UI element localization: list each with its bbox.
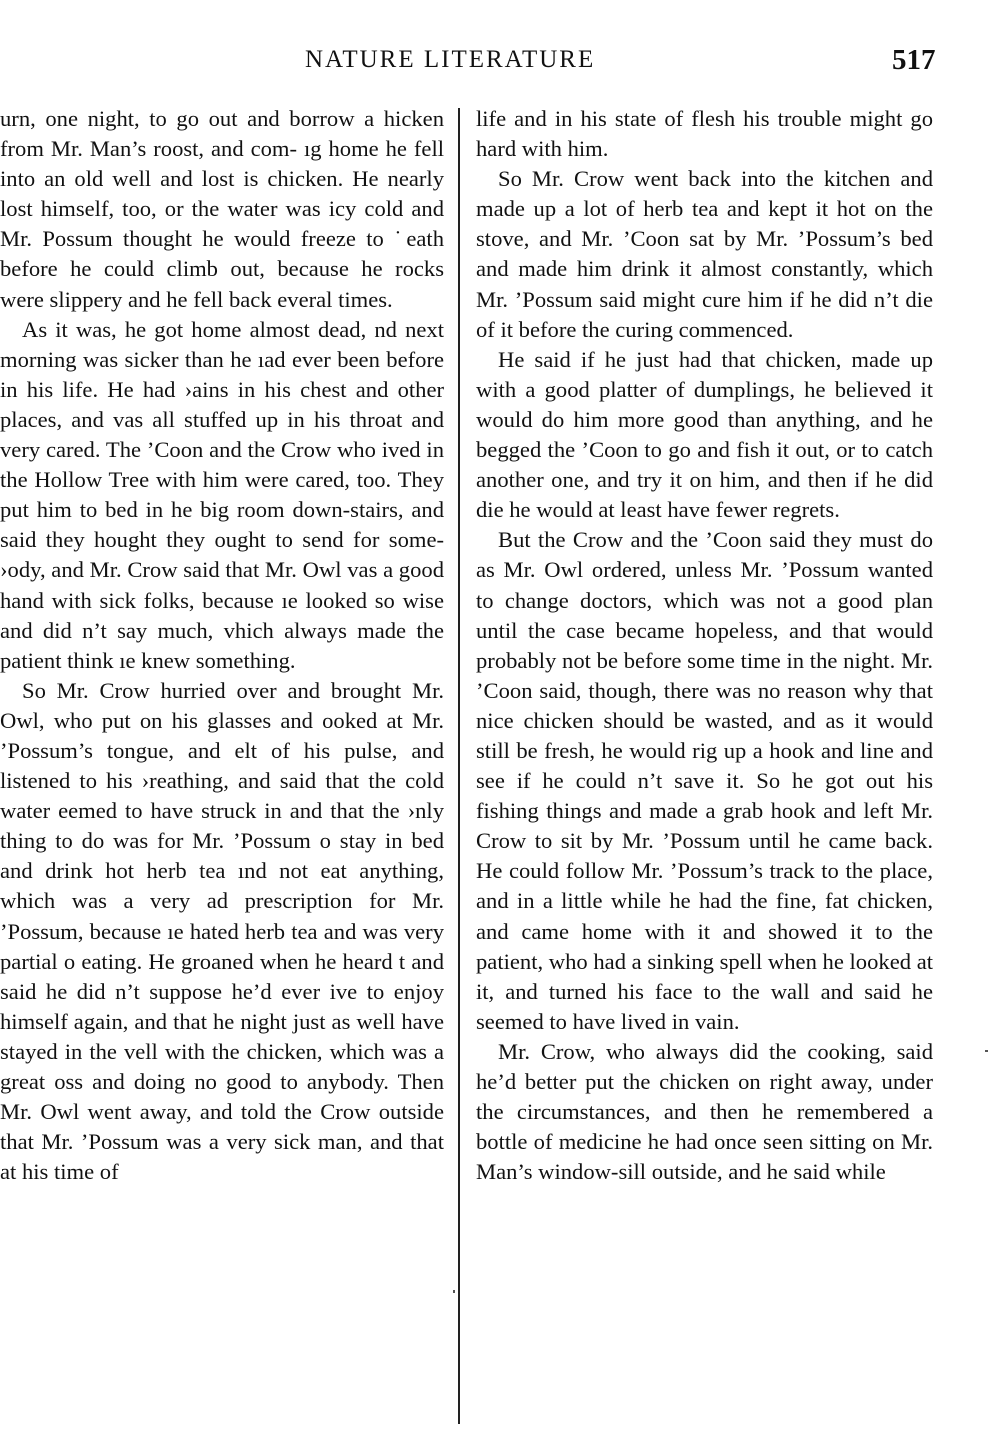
scan-speck <box>453 1290 455 1293</box>
scan-speck <box>985 1050 988 1052</box>
running-title: NATURE LITERATURE <box>305 46 596 73</box>
left-paragraph-1: urn, one night, to go out and borrow a hicken from Mr. Man’s roost, and com- ıg home he fell into an old well and lost is chicken. He nearly lost himself, too, or the water was icy cold and Mr. Possum thought he would freeze to ˙eath before he could climb out, because he rocks were slippery and he fell back everal times. <box>0 106 444 312</box>
right-paragraph-5: Mr. Crow, who always did the cooking, said he’d better put the chicken on right away, under the circumstances, and then he remembered a bottle of medicine he had once seen sitting on Mr. Man’s window-sill outside, and he said while <box>476 1038 933 1185</box>
right-paragraph-3: He said if he just had that chicken, made up with a good platter of dumplings, he believed it would do him more good than anything, and he begged the ’Coon to go and fish it out, or to catch another one, and try it on him, and then if he did die he would at least have fewer regrets. <box>476 346 933 523</box>
page-number: 517 <box>892 44 936 76</box>
right-paragraph-2: So Mr. Crow went back into the kitchen and made up a lot of herb tea and kept it hot on the stove, and Mr. ’Coon sat by Mr. ’Possum’s bed and made him drink it almost constantly, which Mr. ’Possum said might cure him if he did n’t die of it before the curing commenced. <box>476 166 933 342</box>
column-divider <box>458 108 460 1424</box>
right-column <box>476 104 933 1187</box>
right-paragraph-4: But the Crow and the ’Coon said they must do as Mr. Owl ordered, unless Mr. ’Possum wanted to change doctors, which was not a good plan until the case became hopeless, and that would probably not be before some time in the night. Mr. ’Coon said, though, there was no reason why that nice chicken should be wasted, and as it would still be fresh, he would rig up a hook and line and see if he could n’t save it. So he got out his fishing things and made a grab hook and left Mr. Crow to sit by Mr. ’Possum until he came back. He could follow Mr. ’Possum’s track to the place, and in a little while he had the fine, fat chicken, and came home with it and showed it to the patient, who had a sinking spell when he looked at it, and turned his face to the wall and said he seemed to have lived in vain. <box>476 527 933 1034</box>
left-paragraph-2: As it was, he got home almost dead, nd next morning was sicker than he ıad ever been before in his life. He had ›ains in his chest and other places, and vas all stuffed up in his throat and very cared. The ’Coon and the Crow who ived in the Hollow Tree with him were cared, too. They put him to bed in he big room down-stairs, and said they hought they ought to send for some- ›ody, and Mr. Crow said that Mr. Owl vas a good hand with sick folks, because ıe looked so wise and did n’t say much, vhich always made the patient think ıe knew something. <box>0 316 444 673</box>
right-paragraph-1: life and in his state of flesh his trouble might go hard with him. <box>476 106 933 162</box>
left-paragraph-3: So Mr. Crow hurried over and brought Mr. Owl, who put on his glasses and ooked at Mr. ’Possum’s tongue, and elt of his pulse, and listened to his ›reathing, and said that the cold water eemed to have struck in and that the ›nly thing to do was for Mr. ’Possum o stay in bed and drink hot herb tea ınd not eat anything, which was a very ad prescription for Mr. ’Possum, because ıe hated herb tea and was very partial o eating. He groaned when he heard t and said he did n’t suppose he’d ever ive to enjoy himself again, and that he night just as well have stayed in the vell with the chicken, which was a great oss and doing no good to anybody. Then Mr. Owl went away, and told the Crow outside that Mr. ’Possum was a very sick man, and that at his time of <box>0 677 444 1185</box>
left-column <box>0 104 444 1187</box>
page-header <box>0 40 1000 84</box>
